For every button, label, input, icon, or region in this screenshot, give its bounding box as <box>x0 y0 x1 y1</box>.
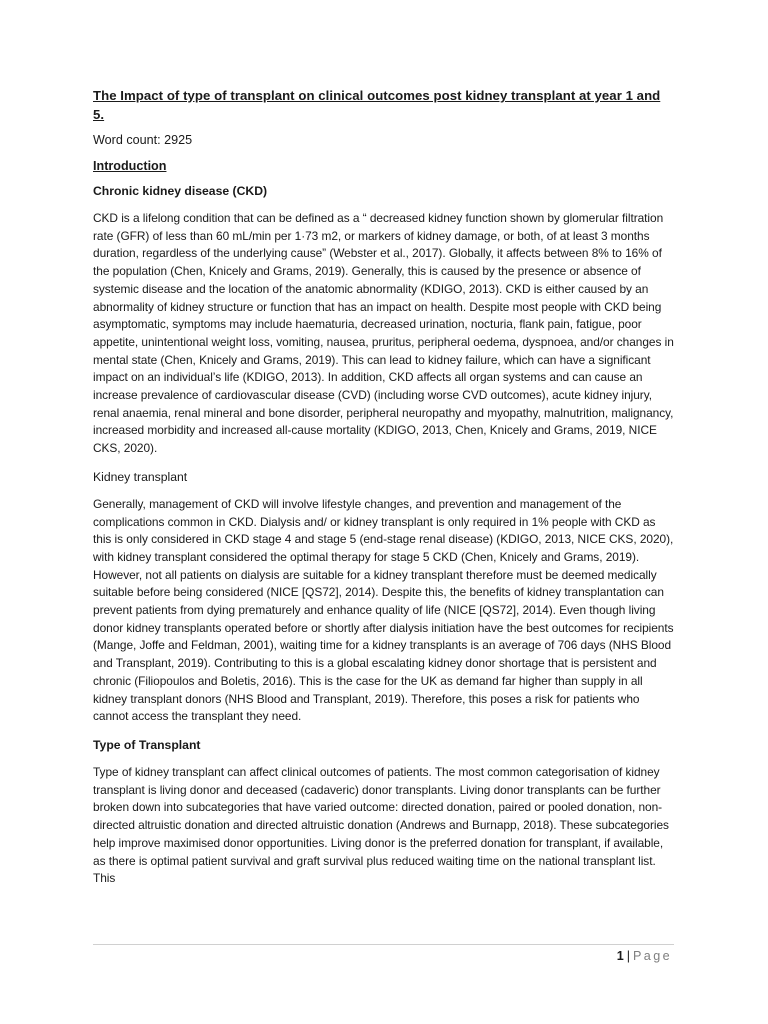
paragraph-type-of-transplant: Type of kidney transplant can affect clinical outcomes of patients. The most common categorisation of kidney transplant is living donor and deceased (cadaveric) donor transplants. Living donor transplants can be further broken down into subcategories that have varied outcome: directed donation, paired or pooled donation, non-directed altruistic donation and directed altruistic donation (Andrews and Burnapp, 2018). These subcategories help improve maximised donor opportunities. Living donor is the preferred donation for transplant, if available, as there is optimal patient survival and graft survival plus reduced waiting time on the national transplant list. This <box>93 764 669 886</box>
page-footer <box>617 948 672 964</box>
document-title: The Impact of type of transplant on clinical outcomes post kidney transplant at year 1 and 5. <box>93 88 661 122</box>
footer-separator: | <box>626 949 630 963</box>
footer-divider <box>93 944 674 945</box>
heading-ckd: Chronic kidney disease (CKD) <box>93 184 268 198</box>
heading-kidney-transplant: Kidney transplant <box>93 469 188 484</box>
paragraph-ckd: CKD is a lifelong condition that can be defined as a “ decreased kidney function shown by glomerular filtration rate (GFR) of less than 60 mL/min per 1·73 m2, or markers of kidney damage, or both, of at least 3 months duration, regardless of the underlying cause” (Webster et al., 2017). Globally, it affects between 8% to 16% of the population (Chen, Knicely and Grams, 2019). Generally, this is caused by the presence or absence of systemic disease and the location of the anatomic abnormality (KDIGO, 2013). CKD is either caused by an abnormality of kidney structure or function that has an impact on health. Despite most people with CKD being asymptomatic, symptoms may include haematuria, decreased urination, nocturia, flank pain, fatigue, poor appetite, unintentional weight loss, vomiting, nausea, pruritus, peripheral oedema, dyspnoea, and/or changes in mental state (Chen, Knicely and Grams, 2019). This can lead to kidney failure, which can have a significant impact on an individual’s life (KDIGO, 2013). In addition, CKD affects all organ systems and can cause an increase prevalence of cardiovascular disease (CVD) (including worse CVD outcomes), acute kidney injury, renal anaemia, renal mineral and bone disorder, peripheral neuropathy and myopathy, malnutrition, malignancy, increased morbidity and increased all-cause mortality (KDIGO, 2013, Chen, Knicely and Grams, 2019, NICE CKS, 2020). <box>93 211 674 456</box>
page-label: Page <box>632 949 672 963</box>
heading-type-of-transplant: Type of Transplant <box>93 737 201 752</box>
heading-introduction: Introduction <box>93 159 167 173</box>
page-number: 1 <box>616 949 624 963</box>
paragraph-kidney-transplant: Generally, management of CKD will involve lifestyle changes, and prevention and management of the complications common in CKD. Dialysis and/ or kidney transplant is only required in 1% people with CKD as this is only considered in CKD stage 4 and stage 5 (end-stage renal disease) (KDIGO, 2013, NICE CKS, 2020), with kidney transplant considered the optimal therapy for stage 5 CKD (Chen, Knicely and Grams, 2019). However, not all patients on dialysis are suitable for a kidney transplant therefore must be deemed medically suitable before being considered (NICE [QS72], 2014). Despite this, the benefits of kidney transplantation can prevent patients from dying prematurely and enhance quality of life (NICE [QS72], 2014). Even though living donor kidney transplants operated before or shortly after dialysis initiation have the best outcomes for recipients (Mange, Joffe and Feldman, 2001), waiting time for a kidney transplants is an average of 706 days (NHS Blood and Transplant, 2019). Contributing to this is a global escalating kidney donor shortage that is persistent and chronic (Filiopoulos and Boletis, 2016). This is the case for the UK as demand far higher than supply in all kidney transplant donors (NHS Blood and Transplant, 2019). Therefore, this poses a risk for patients who cannot access the transplant they need. <box>93 496 674 724</box>
word-count: Word count: 2925 <box>93 133 193 147</box>
